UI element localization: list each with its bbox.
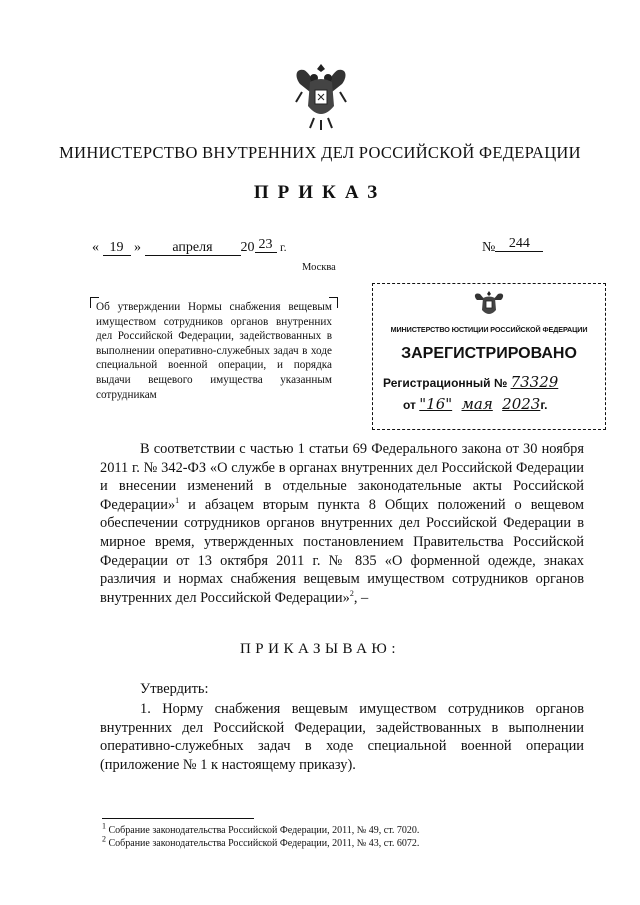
preamble-paragraph <box>100 440 584 607</box>
stamp-date-from: от <box>403 398 416 412</box>
order-number <box>482 236 543 256</box>
subject-text: Об утверждении Нормы снабжения вещевым имуществом сотрудников органов внутренних дел Российской Федерации, задействованных в выполнении оперативно-служебных задач в ходе специальной военной операции, и порядка выдачи вещевого имущества указанным сотрудникам <box>96 301 332 401</box>
approve-label: Утвердить: <box>140 681 209 697</box>
subject-bracket-right <box>329 297 338 308</box>
date-close-quote: » <box>134 240 141 255</box>
stamp-reg-number: 73329 <box>510 373 559 391</box>
footnote-2-mark: 2 <box>102 834 106 844</box>
stamp-date-suffix: г. <box>540 398 548 412</box>
date-day: 19 <box>103 240 131 256</box>
order-date <box>92 237 287 256</box>
order-item-1 <box>100 700 584 774</box>
stamp-date-day: "16" <box>419 395 453 413</box>
preamble-text-a: В соответствии с частью 1 статьи 69 Федерального закона от 30 ноября 2011 г. № 342-ФЗ «О службе в органах внутренних дел Российской Федерации и внесении изменений в отдельные законодательные акты Российской Федерации» <box>100 441 584 513</box>
footnote-2-text: Собрание законодательства Российской Федерации, 2011, № 43, ст. 6072. <box>108 838 420 849</box>
number-mark: № <box>482 240 496 255</box>
stamp-reg-label: Регистрационный № <box>383 376 508 390</box>
date-year-mark: г. <box>280 240 287 254</box>
registration-stamp <box>372 283 606 430</box>
city: Москва <box>302 262 336 273</box>
stamp-emblem-icon <box>471 290 507 320</box>
date-year-suffix: 23 <box>255 237 277 253</box>
document-title: ПРИКАЗ <box>253 182 387 203</box>
footnote-1-text: Собрание законодательства Российской Федерации, 2011, № 49, ст. 7020. <box>108 825 420 836</box>
preamble-text-b: и абзацем вторым пункта 8 Общих положений о вещевом обеспечении сотрудников органов внутренних дел Российской Федерации в мирное время, утвержденных постановлением Правительства Российской Федерации от 13 октября 2011 г. № 835 «О форменной одежде, знаках различия и нормах снабжения вещевым имуществом сотрудников органов внутренних дел Российской Федерации» <box>100 496 584 606</box>
stamp-registration-number <box>383 373 558 391</box>
ministry-heading: МИНИСТЕРСТВО ВНУТРЕННИХ ДЕЛ РОССИЙСКОЙ ФЕДЕРАЦИИ <box>59 143 581 162</box>
order-subject <box>96 300 332 402</box>
footnote-1-mark: 1 <box>102 821 106 831</box>
item-1-text: 1. Норму снабжения вещевым имуществом сотрудников органов внутренних дел Российской Федерации, задействованных в выполнении оперативно-служебных задач в ходе специальной военной операции (приложение № 1 к настоящему приказу). <box>100 701 584 773</box>
order-word: ПРИКАЗЫВАЮ: <box>239 641 401 657</box>
stamp-ministry: МИНИСТЕРСТВО ЮСТИЦИИ РОССИЙСКОЙ ФЕДЕРАЦИИ <box>390 325 588 334</box>
date-year-prefix: 20 <box>240 240 255 255</box>
preamble <box>100 440 584 607</box>
russian-coat-of-arms-icon <box>292 62 350 134</box>
stamp-registered: ЗАРЕГИСТРИРОВАНО <box>401 345 577 362</box>
footnotes <box>102 821 420 850</box>
footnote-divider <box>102 818 254 819</box>
footnote-ref-1: 1 <box>175 495 180 505</box>
stamp-date-month: мая <box>461 395 493 413</box>
number-value: 244 <box>495 236 543 252</box>
date-month: апреля <box>145 240 241 256</box>
stamp-date <box>403 395 547 413</box>
footnote-ref-2: 2 <box>349 588 354 598</box>
date-open-quote: « <box>92 240 99 255</box>
footnote-1 <box>102 821 420 837</box>
footnote-2 <box>102 834 420 850</box>
stamp-date-year: 2023 <box>502 395 541 413</box>
preamble-text-c: , – <box>353 589 369 606</box>
subject-bracket-left <box>90 297 99 308</box>
